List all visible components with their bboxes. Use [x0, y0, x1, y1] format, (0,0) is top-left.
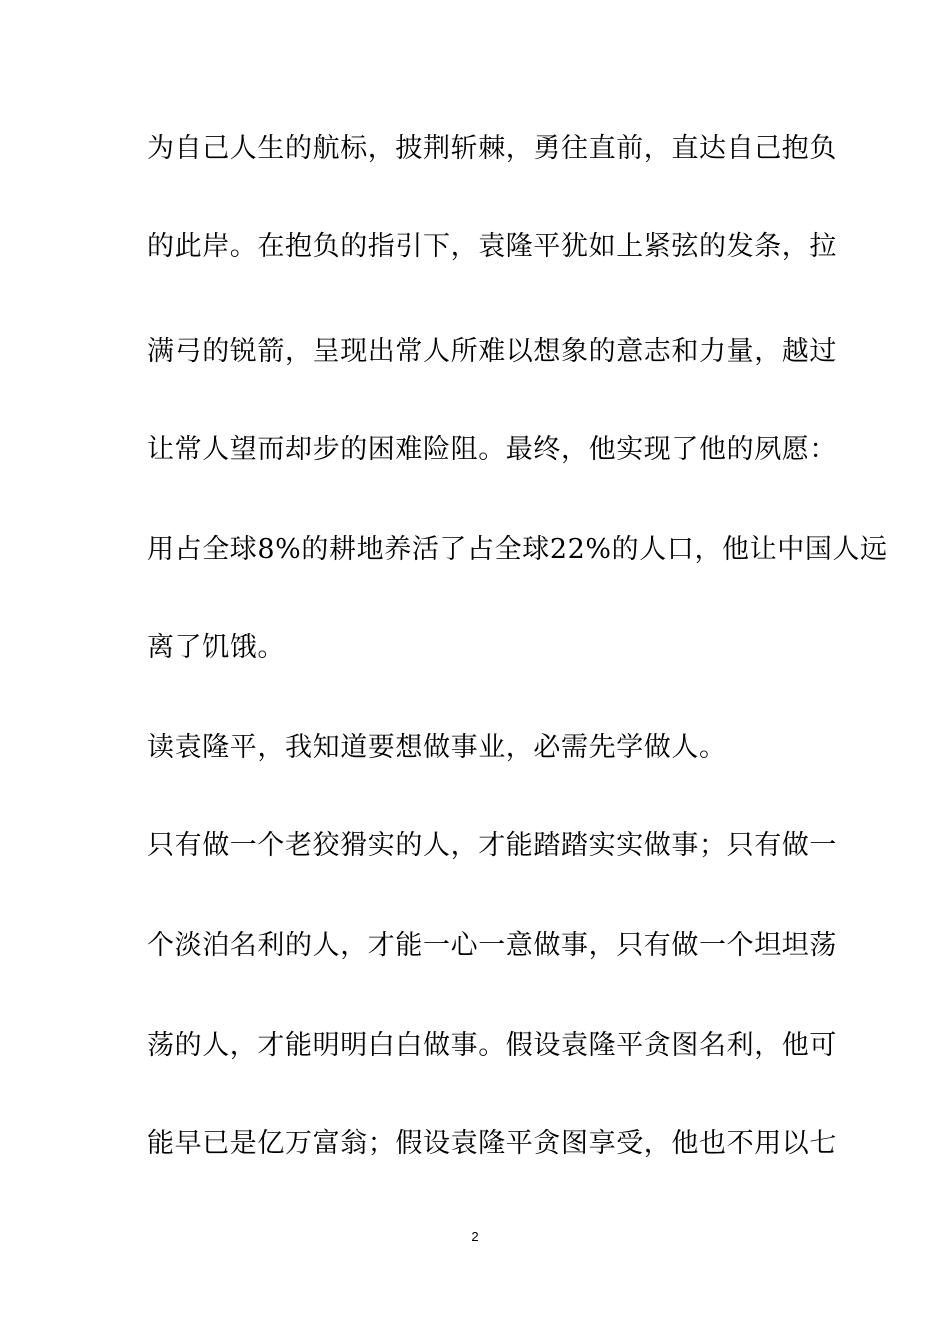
text-line-5: 用占全球8%的耕地养活了占全球22%的人口，他让中国人远 [147, 534, 888, 565]
text-line-4: 让常人望而却步的困难险阻。最终，他实现了他的夙愿： [147, 434, 837, 465]
text-line-8: 只有做一个老狡猾实的人，才能踏踏实实做事；只有做一 [147, 830, 837, 861]
text-line-6: 离了饥饿。 [147, 632, 285, 663]
text-line-1: 为自己人生的航标，披荆斩棘，勇往直前，直达自己抱负 [147, 133, 837, 164]
page-number: 2 [471, 1229, 479, 1244]
text-line-11: 能早已是亿万富翁；假设袁隆平贪图享受，他也不用以七 [147, 1128, 837, 1159]
text-line-3: 满弓的锐箭，呈现出常人所难以想象的意志和力量，越过 [147, 336, 837, 367]
text-line-7: 读袁隆平，我知道要想做事业，必需先学做人。 [147, 732, 727, 763]
text-line-2: 的此岸。在抱负的指引下，袁隆平犹如上紧弦的发条，拉 [147, 231, 837, 262]
text-line-10: 荡的人，才能明明白白做事。假设袁隆平贪图名利，他可 [147, 1030, 837, 1061]
text-line-9: 个淡泊名利的人，才能一心一意做事，只有做一个坦坦荡 [147, 930, 837, 961]
